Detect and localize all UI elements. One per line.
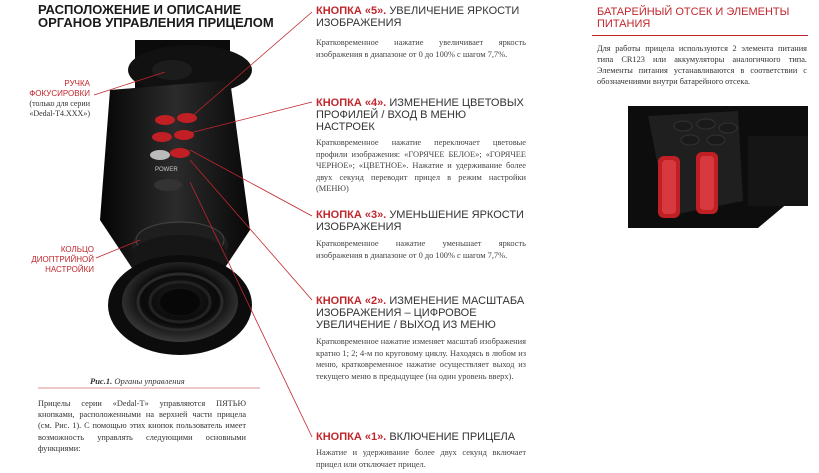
- button5-leader: [190, 12, 312, 118]
- battery-divider: [592, 35, 808, 36]
- battery-title: БАТАРЕЙНЫЙ ОТСЕК И ЭЛЕМЕНТЫ ПИТАНИЯ: [597, 6, 790, 30]
- button-3-label: КНОПКА «3».: [316, 209, 387, 221]
- button-3-section: [316, 209, 526, 261]
- button4-leader: [190, 102, 312, 133]
- button-1-desc: Нажатие и удерживание более двух секунд включает прицел или отключает прицел.: [316, 448, 526, 469]
- button-4-heading: [316, 97, 526, 133]
- button-5-title: УВЕЛИЧЕНИЕ ЯРКОСТИ ИЗОБРАЖЕНИЯ: [316, 5, 520, 29]
- button2-leader: [190, 160, 312, 300]
- button-5-label: КНОПКА «5».: [316, 5, 387, 17]
- button-4-desc: Кратковременное нажатие переключает цветовые профили изображения: «ГОРЯЧЕЕ БЕЛОЕ»; «ГОРЯЧЕЕ ЧЕРНОЕ»; «ЦВЕТНОЕ». Нажатие и удерживание более двух секунд переводит прицел в режим настройки (МЕНЮ): [316, 138, 526, 193]
- button-2-desc: Кратковременное нажатие изменяет масштаб изображения кратно 1; 2; 4-м по круговому циклу. Находясь в любом из меню, кратковременное нажатие осуществляет выход из текущего меню в предыдущее (на один уровень вверх).: [316, 337, 526, 381]
- button-3-title: УМЕНЬШЕНИЕ ЯРКОСТИ ИЗОБРАЖЕНИЯ: [316, 209, 524, 233]
- diopter-label: КОЛЬЦО ДИОПТРИЙНОЙ НАСТРОЙКИ: [31, 245, 94, 274]
- button-1-section: [316, 431, 526, 470]
- button-2-title: ИЗМЕНЕНИЕ МАСШТАБА ИЗОБРАЖЕНИЯ – ЦИФРОВОЕ УВЕЛИЧЕНИЕ / ВЫХОД ИЗ МЕНЮ: [316, 295, 525, 331]
- button-2-label: КНОПКА «2».: [316, 295, 387, 307]
- button-4-section: [316, 97, 526, 195]
- focus-knob-note: (только для серии «Dedal-T4.XXX»): [29, 99, 90, 118]
- button-4-label: КНОПКА «4».: [316, 97, 387, 109]
- button-2-section: [316, 295, 526, 382]
- button-1-heading: [316, 431, 526, 443]
- battery-compartment-image: [628, 106, 808, 228]
- button-5-section: [316, 5, 526, 60]
- button-4-title: ИЗМЕНЕНИЕ ЦВЕТОВЫХ ПРОФИЛЕЙ / ВХОД В МЕНЮ НАСТРОЕК: [316, 97, 524, 133]
- button-1-label: КНОПКА «1».: [316, 431, 387, 443]
- figure-caption: [90, 376, 185, 386]
- focus-knob-label: РУЧКА ФОКУСИРОВКИ: [29, 79, 90, 98]
- figure-caption-text: Органы управления: [114, 376, 185, 386]
- diopter-leader: [96, 240, 140, 258]
- button-5-desc: Кратковременное нажатие увеличивает яркость изображения в диапазоне от 0 до 100% с шагом 7,7%.: [316, 38, 526, 59]
- power-label: POWER: [155, 167, 178, 173]
- button-3-heading: [316, 209, 526, 233]
- intro-text: Прицелы серии «Dedal-T» управляются ПЯТЬЮ кнопками, расположенными на верхней части прицела (см. Рис. 1). С помощью этих кнопок пользователь имеет возможность управлять следующими основными функциями:: [38, 399, 246, 453]
- page-title: РАСПОЛОЖЕНИЕ И ОПИСАНИЕ ОРГАНОВ УПРАВЛЕНИЯ ПРИЦЕЛОМ: [38, 2, 274, 30]
- button-1-title: ВКЛЮЧЕНИЕ ПРИЦЕЛА: [389, 431, 516, 443]
- button-5-heading: [316, 5, 526, 29]
- focus-leader: [94, 72, 165, 95]
- button-2-heading: [316, 295, 526, 331]
- figure-number: Рис.1.: [90, 376, 113, 386]
- button3-leader: [190, 150, 312, 216]
- battery-text: Для работы прицела используются 2 элемента питания типа CR123 или аккумуляторы аналогичного типа. Элементы питания устанавливаются в соответствии с обозначениями внутри батарейного отсека.: [597, 44, 807, 86]
- button-3-desc: Кратковременное нажатие уменьшает яркость изображения в диапазоне от 0 до 100% с шагом 7,7%.: [316, 239, 526, 260]
